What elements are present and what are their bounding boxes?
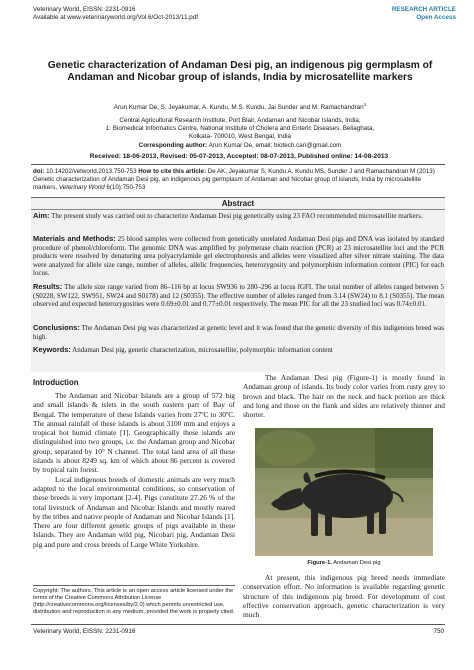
authors-text: Arun Kumar De, S. Jeyakumar, A. Kundu, M.S. Kundu, Jai Sunder and M. Ramachandran bbox=[113, 104, 364, 112]
introduction-heading: Introduction bbox=[33, 378, 79, 387]
affiliation-1: Central Agricultural Research Institute, Port Blair, Andaman and Nicobar Islands, India; bbox=[119, 117, 361, 124]
citation-text: De AK, Jeyakumar S, Kundu A, Kundu MS, Sunder J and Ramachandran M (2013) Genetic characterization of Andaman Desi pig, an indigenous pig germplasm of Andaman and Nicobar group of islands, India by microsatellite markers, bbox=[33, 168, 435, 192]
aim-label: Aim: bbox=[33, 211, 50, 220]
affiliations bbox=[40, 117, 440, 150]
intro-paragraph-2: Local indigenous breeds of domestic animals are very much adapted to the local environmental conditions, so conservation of these breeds is very important [2-4]. Pigs constitute 27.26 % of the total livestock of Andaman and Nicobar Islands and mostly reared by the tribes and native people of Andaman and Nicobar Islands [1]. There are four different genetic groups of pigs available in these Islands. They are Andaman wild pig, Nicobari pig, Andaman Desi pig and pure and cross breeds of Large White Yorkshire. bbox=[33, 474, 235, 549]
pig-photograph bbox=[255, 428, 433, 556]
keywords-label: Keywords: bbox=[33, 345, 71, 354]
right-paragraph-1: The Andaman Desi pig (Figure-1) is mostly found in Andaman group of islands. Its body color varies from rusty grey to brown and black. The hair on the neck and back portion are thick and long and those on the flank and sides are relatively thinner and shorter. bbox=[243, 373, 445, 420]
abstract-divider bbox=[31, 209, 445, 210]
paper-title: Genetic characterization of Andaman Desi pig, an indigenous pig germplasm of Andaman and Nicobar group of islands, India by microsatellite markers bbox=[47, 60, 433, 84]
article-type: RESEARCH ARTICLE bbox=[391, 6, 456, 13]
publication-dates: Received: 18-06-2013, Revised: 05-07-2013, Accepted: 08-07-2013, Published online: 14-08-2013 bbox=[89, 153, 389, 160]
abstract-results bbox=[33, 283, 444, 309]
footer-journal: Veterinary World, EISSN: 2231-0916 bbox=[33, 628, 136, 635]
abstract-heading: Abstract bbox=[221, 199, 255, 208]
copyright-notice: Copyright: The authors. This article is an open access article licensed under the terms of the Creative Commons Attribution License (http://creativecommons.org/licenses/by/2.0) which permits unrestricted use, distribution and reproduction in any medium, provided the work is properly cited. bbox=[33, 588, 235, 616]
journal-line: Veterinary World, EISSN: 2231-0916 bbox=[33, 6, 136, 13]
running-header bbox=[33, 6, 198, 23]
methods-label: Materials and Methods: bbox=[33, 234, 116, 243]
doi-value[interactable]: 10.14202/vetworld.2013.750-753 bbox=[46, 168, 137, 175]
corresponding-label: Corresponding author: bbox=[138, 141, 208, 149]
how-to-cite-label: How to cite this article: bbox=[138, 168, 207, 175]
right-column-top bbox=[243, 373, 445, 419]
copyright-divider bbox=[33, 585, 235, 586]
affiliation-3: Kolkata- 700010, West Bengal, India bbox=[188, 133, 292, 141]
figure-caption bbox=[243, 560, 445, 566]
figure-caption-text: Andaman Desi pig bbox=[333, 560, 381, 566]
keywords bbox=[33, 345, 444, 354]
open-access-label: Open Access bbox=[416, 14, 456, 22]
keywords-text: Andaman Desi pig, genetic characterization, microsatellite, polymorphic information content bbox=[72, 346, 333, 354]
intro-paragraph-1: The Andaman and Nicobar Islands are a group of 572 big and small islands & islets in the south eastern part of Bay of Bengal. The temperature of these Islands varies from 27ºC to 30ºC. The annual rainfall of these islands is about 3100 mm and enjoys a tropical hot humid climate [1]. Geographically these islands are distinguished into two groups, i.e. the Andaman group and Nicobar group, separated by 10° N channel. The total land area of all these islands is about 8249 sq. km of which about 86 percent is covered by tropical rain forest. bbox=[33, 391, 235, 475]
conclusions-text: The Andaman Desi pig was characterized at genetic level and it was found that the genetic diversity of this indigenous breed was high. bbox=[33, 324, 445, 341]
introduction-body bbox=[33, 391, 235, 549]
figure-label: Figure-1. bbox=[307, 560, 332, 566]
abstract-methods bbox=[33, 235, 444, 278]
right-column-bottom bbox=[243, 573, 445, 619]
available-line[interactable]: Available at www.veterinaryworld.org/Vol.6/Oct-2013/11.pdf bbox=[33, 14, 198, 22]
article-type-header bbox=[392, 6, 456, 23]
abstract-aim bbox=[33, 212, 444, 221]
conclusions-label: Conclusions: bbox=[33, 323, 80, 332]
aim-text: The present study was carried out to characterize Andaman Desi pig genetically using 23 FAO recommended microsatellite markers. bbox=[51, 212, 423, 220]
results-label: Results: bbox=[33, 282, 63, 291]
divider bbox=[31, 164, 445, 165]
results-text: The allele size range varied from 86–116 bp at locus SW936 to 280–296 at locus IGFI. The total number of alleles ranged between 5 (S0228, SW122, SW951, SW24 and S0178) and 12 (S0355). The effective number of alleles ranged from 3.14 (SW24) to 8.1 (S0355). The mean observed and expected heterozygosities were 0.69±0.01 and 0.77±0.01 respectively. The mean PIC for all the 23 studied loci was 0.74±0.01. bbox=[33, 283, 445, 308]
footer-divider bbox=[31, 624, 445, 625]
corresponding-author bbox=[40, 142, 440, 150]
methods-text: 25 blood samples were collected from genetically unrelated Andaman Desi pigs and DNA was isolated by standard procedure of phenol/chloroform. The genomic DNA was amplified by polymerase chain reaction (PCR) at 23 microsatellite loci and the PCR products were resolved by denaturing urea polyacrylamide gel electrophoresis and alleles were visualized after silver nitrate staining. The data were analyzed for allele size range, number of alleles, allelic frequencies, heterozygosity and polymorphism information content (PIC) for each locus. bbox=[33, 235, 444, 277]
corresponding-text: Arun Kumar De, email: biotech.cari@gmail.com bbox=[208, 141, 342, 149]
page-number: 750 bbox=[433, 628, 444, 635]
author-list bbox=[40, 102, 440, 111]
author-superscript: 1 bbox=[363, 102, 367, 107]
citation-block bbox=[33, 168, 444, 193]
doi-label: doi: bbox=[33, 168, 45, 175]
citation-journal: Veterinary World bbox=[58, 184, 105, 192]
abstract-conclusions bbox=[33, 324, 444, 341]
citation-volume: 6(10):750-753 bbox=[106, 184, 146, 192]
affiliation-2: 1: Biomedical Informatics Centre, National Institute of Cholera and Enteric Diseases, Beliaghata, bbox=[105, 125, 375, 133]
right-paragraph-2: At present, this indigenous pig breed needs immediate conservation effort. No information is available regarding genetic structure of this indigenous pig breed. For development of cost effective conservation approach, genetic characterization is very much bbox=[243, 573, 445, 620]
